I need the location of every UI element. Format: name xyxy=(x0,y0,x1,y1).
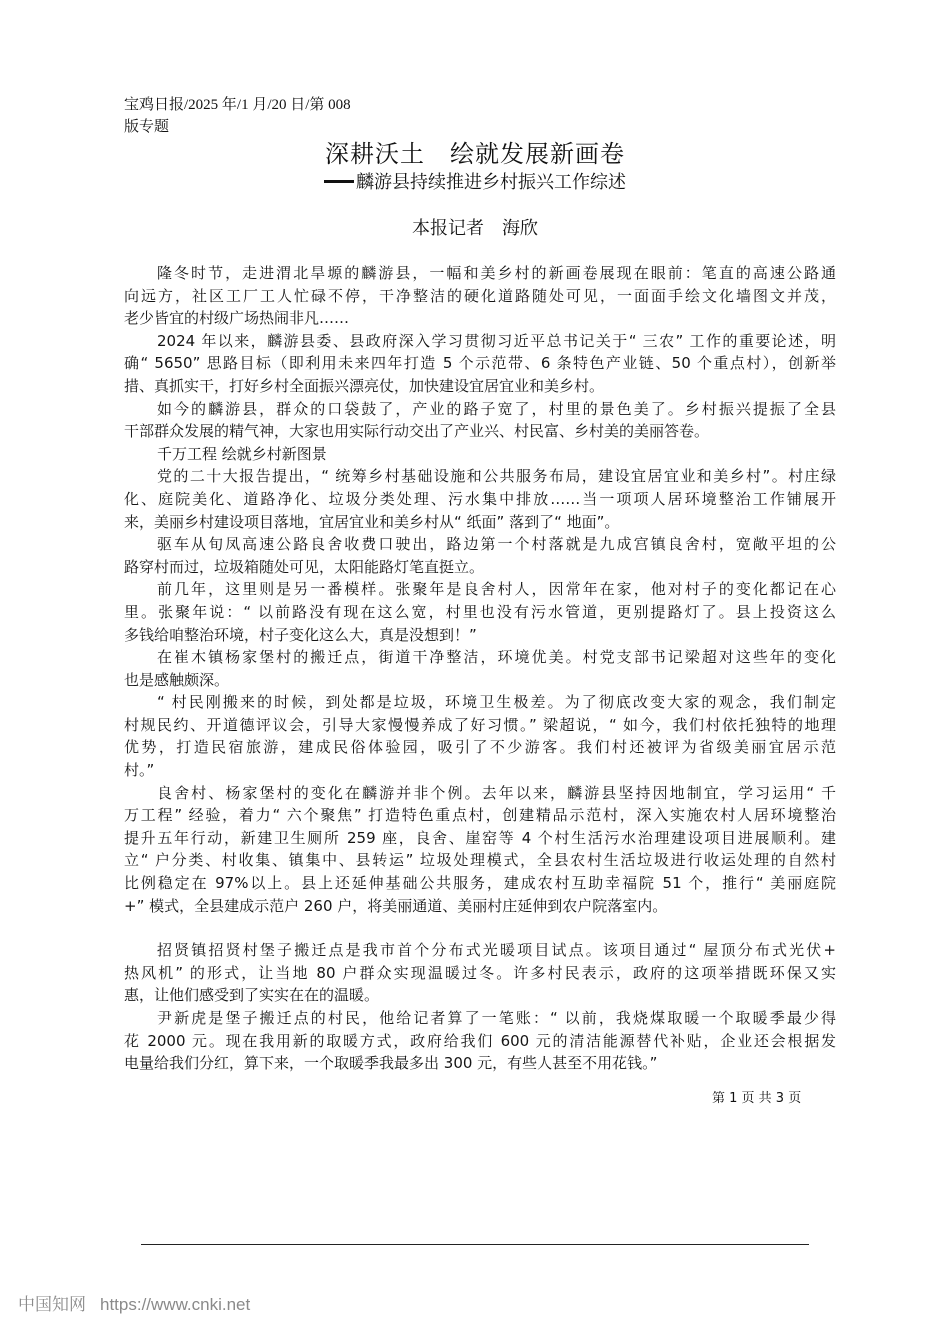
text-line: 立“ 户分类、村收集、镇集中、县转运” 垃圾处理模式，全县农村生活垃圾进行收运处理的自然村 xyxy=(124,851,836,870)
article-subtitle xyxy=(0,170,950,196)
text-line: 多钱给咱整治环境，村子变化这么大，真是没想到！” xyxy=(124,625,477,644)
paragraph xyxy=(124,691,836,781)
paragraph xyxy=(124,398,836,443)
source-info xyxy=(124,94,351,138)
text-line: 热风机” 的形式，让当地 80 户群众实现温暖过冬。许多村民表示，政府的这项举措既环保又实 xyxy=(124,963,836,982)
source-line-2: 版专题 xyxy=(124,119,170,135)
paragraph xyxy=(124,262,836,330)
section-heading xyxy=(124,443,836,466)
text-line: 村。” xyxy=(124,761,155,780)
text-line: 花 2000 元。现在我用新的取暖方式，政府给我们 600 元的清洁能源替代补贴，企业还会根据发 xyxy=(124,1031,836,1050)
paragraph-gap xyxy=(124,917,836,939)
text-line: 尹新虎是堡子搬迁点的村民，他给记者算了一笔账：“ 以前，我烧煤取暖一个取暖季最少得 xyxy=(157,1009,836,1027)
article-body xyxy=(124,262,836,1075)
em-dash-mark xyxy=(324,180,354,183)
text-line: 提升五年行动，新建卫生厕所 259 座，良舍、崖窑等 4 个村生活污水治理建设项目进展顺利。建 xyxy=(124,828,836,847)
text-line: 2024 年以来，麟游县委、县政府深入学习贯彻习近平总书记关于“ 三农” 工作的重要论述，明 xyxy=(157,331,836,350)
text-line: 在崔木镇杨家堡村的搬迁点，街道干净整洁，环境优美。村党支部书记梁超对这些年的变化 xyxy=(157,648,836,667)
paragraph xyxy=(124,578,836,646)
text-line: 隆冬时节，走进渭北旱塬的麟游县，一幅和美乡村的新画卷展现在眼前：笔直的高速公路通 xyxy=(157,264,836,282)
text-line: 万工程” 经验，着力“ 六个聚焦” 打造特色重点村，创建精品示范村，深入实施农村人居环境整治 xyxy=(124,806,836,825)
cnki-watermark xyxy=(18,1293,250,1317)
paragraph xyxy=(124,330,836,398)
text-line: 确“ 5650” 思路目标（即利用未来四年打造 5 个示范带、6 条特色产业链、50 个重点村），创新举 xyxy=(124,354,836,373)
paragraph xyxy=(124,939,836,1007)
article-subtitle-text: 麟游县持续推进乡村振兴工作综述 xyxy=(356,172,626,193)
footer-divider xyxy=(141,1244,809,1245)
text-line: 驱车从旬凤高速公路良舍收费口驶出，路边第一个村落就是九成宫镇良舍村，宽敞平坦的公 xyxy=(157,535,836,554)
text-line: 化、庭院美化、道路净化、垃圾分类处理、污水集中排放……当一项项人居环境整治工作铺展开 xyxy=(124,489,836,508)
article-title: 深耕沃土 绘就发展新画卷 xyxy=(325,140,625,168)
paragraph xyxy=(124,533,836,578)
text-line: 前几年，这里则是另一番模样。张聚年是良舍村人，因常年在家，他对村子的变化都记在心 xyxy=(157,580,836,599)
text-line: 惠，让他们感受到了实实在在的温暖。 xyxy=(124,986,380,1005)
text-line: 向远方，社区工厂工人忙碌不停，干净整洁的硬化道路随处可见，一面面手绘文化墙图文并茂， xyxy=(124,286,836,305)
watermark-url: https://www.cnki.net xyxy=(100,1295,251,1314)
paragraph xyxy=(124,646,836,691)
text-line: 路穿村而过，垃圾箱随处可见，太阳能路灯笔直挺立。 xyxy=(124,557,485,576)
text-line: 招贤镇招贤村堡子搬迁点是我市首个分布式光暖项目试点。该项目通过“ 屋顶分布式光伏+ xyxy=(157,941,836,960)
text-line: 也是感触颇深。 xyxy=(124,670,230,689)
source-line-1: 宝鸡日报/2025 年/1 月/20 日/第 008 xyxy=(124,97,351,113)
text-line: 老少皆宜的村级广场热闹非凡…… xyxy=(124,309,350,328)
text-line: 村规民约、开道德评议会，引导大家慢慢养成了好习惯。” 梁超说，“ 如今，我们村依托独特的地理 xyxy=(124,715,836,734)
paragraph xyxy=(124,782,836,918)
paragraph xyxy=(124,1007,836,1075)
text-line: “ 村民刚搬来的时候，到处都是垃圾，环境卫生极差。为了彻底改变大家的观念，我们制定 xyxy=(157,693,836,712)
text-line: 来，美丽乡村建设项目落地，宜居宜业和美乡村从“ 纸面” 落到了“ 地面”。 xyxy=(124,512,620,531)
text-line: 优势，打造民宿旅游，建成民俗体验园，吸引了不少游客。我们村还被评为省级美丽宜居示范 xyxy=(124,738,836,757)
text-line: 干部群众发展的精气神，大家也用实际行动交出了产业兴、村民富、乡村美的美丽答卷。 xyxy=(124,422,710,441)
paragraph xyxy=(124,465,836,533)
text-line: 里。张聚年说：“ 以前路没有现在这么宽，村里也没有污水管道，更别提路灯了。县上投资这么 xyxy=(124,602,836,621)
text-line: 比例稳定在 97%以上。县上还延伸基础公共服务，建成农村互助幸福院 51 个，推行“ 美丽庭院 xyxy=(124,874,836,893)
page-indicator: 第 1 页 共 3 页 xyxy=(712,1091,802,1106)
text-line: 千万工程 绘就乡村新图景 xyxy=(157,444,327,463)
text-line: 党的二十大报告提出，“ 统筹乡村基础设施和公共服务布局，建设宜居宜业和美乡村”。村庄绿 xyxy=(157,467,836,486)
text-line: 电量给我们分红，算下来，一个取暖季我最多出 300 元，有些人甚至不用花钱。” xyxy=(124,1054,658,1073)
text-line: 良舍村、杨家堡村的变化在麟游并非个例。去年以来，麟游县坚持因地制宜，学习运用“ 千 xyxy=(157,783,836,802)
article-byline: 本报记者 海欣 xyxy=(412,218,538,239)
text-line: 措、真抓实干，打好乡村全面振兴漂亮仗，加快建设宜居宜业和美乡村。 xyxy=(124,376,605,395)
watermark-brand: 中国知网 xyxy=(18,1295,86,1315)
text-line: +” 模式，全县建成示范户 260 户，将美丽通道、美丽村庄延伸到农户院落室内。 xyxy=(124,896,668,915)
text-line: 如今的麟游县，群众的口袋鼓了，产业的路子宽了，村里的景色美了。乡村振兴提振了全县 xyxy=(157,399,836,418)
